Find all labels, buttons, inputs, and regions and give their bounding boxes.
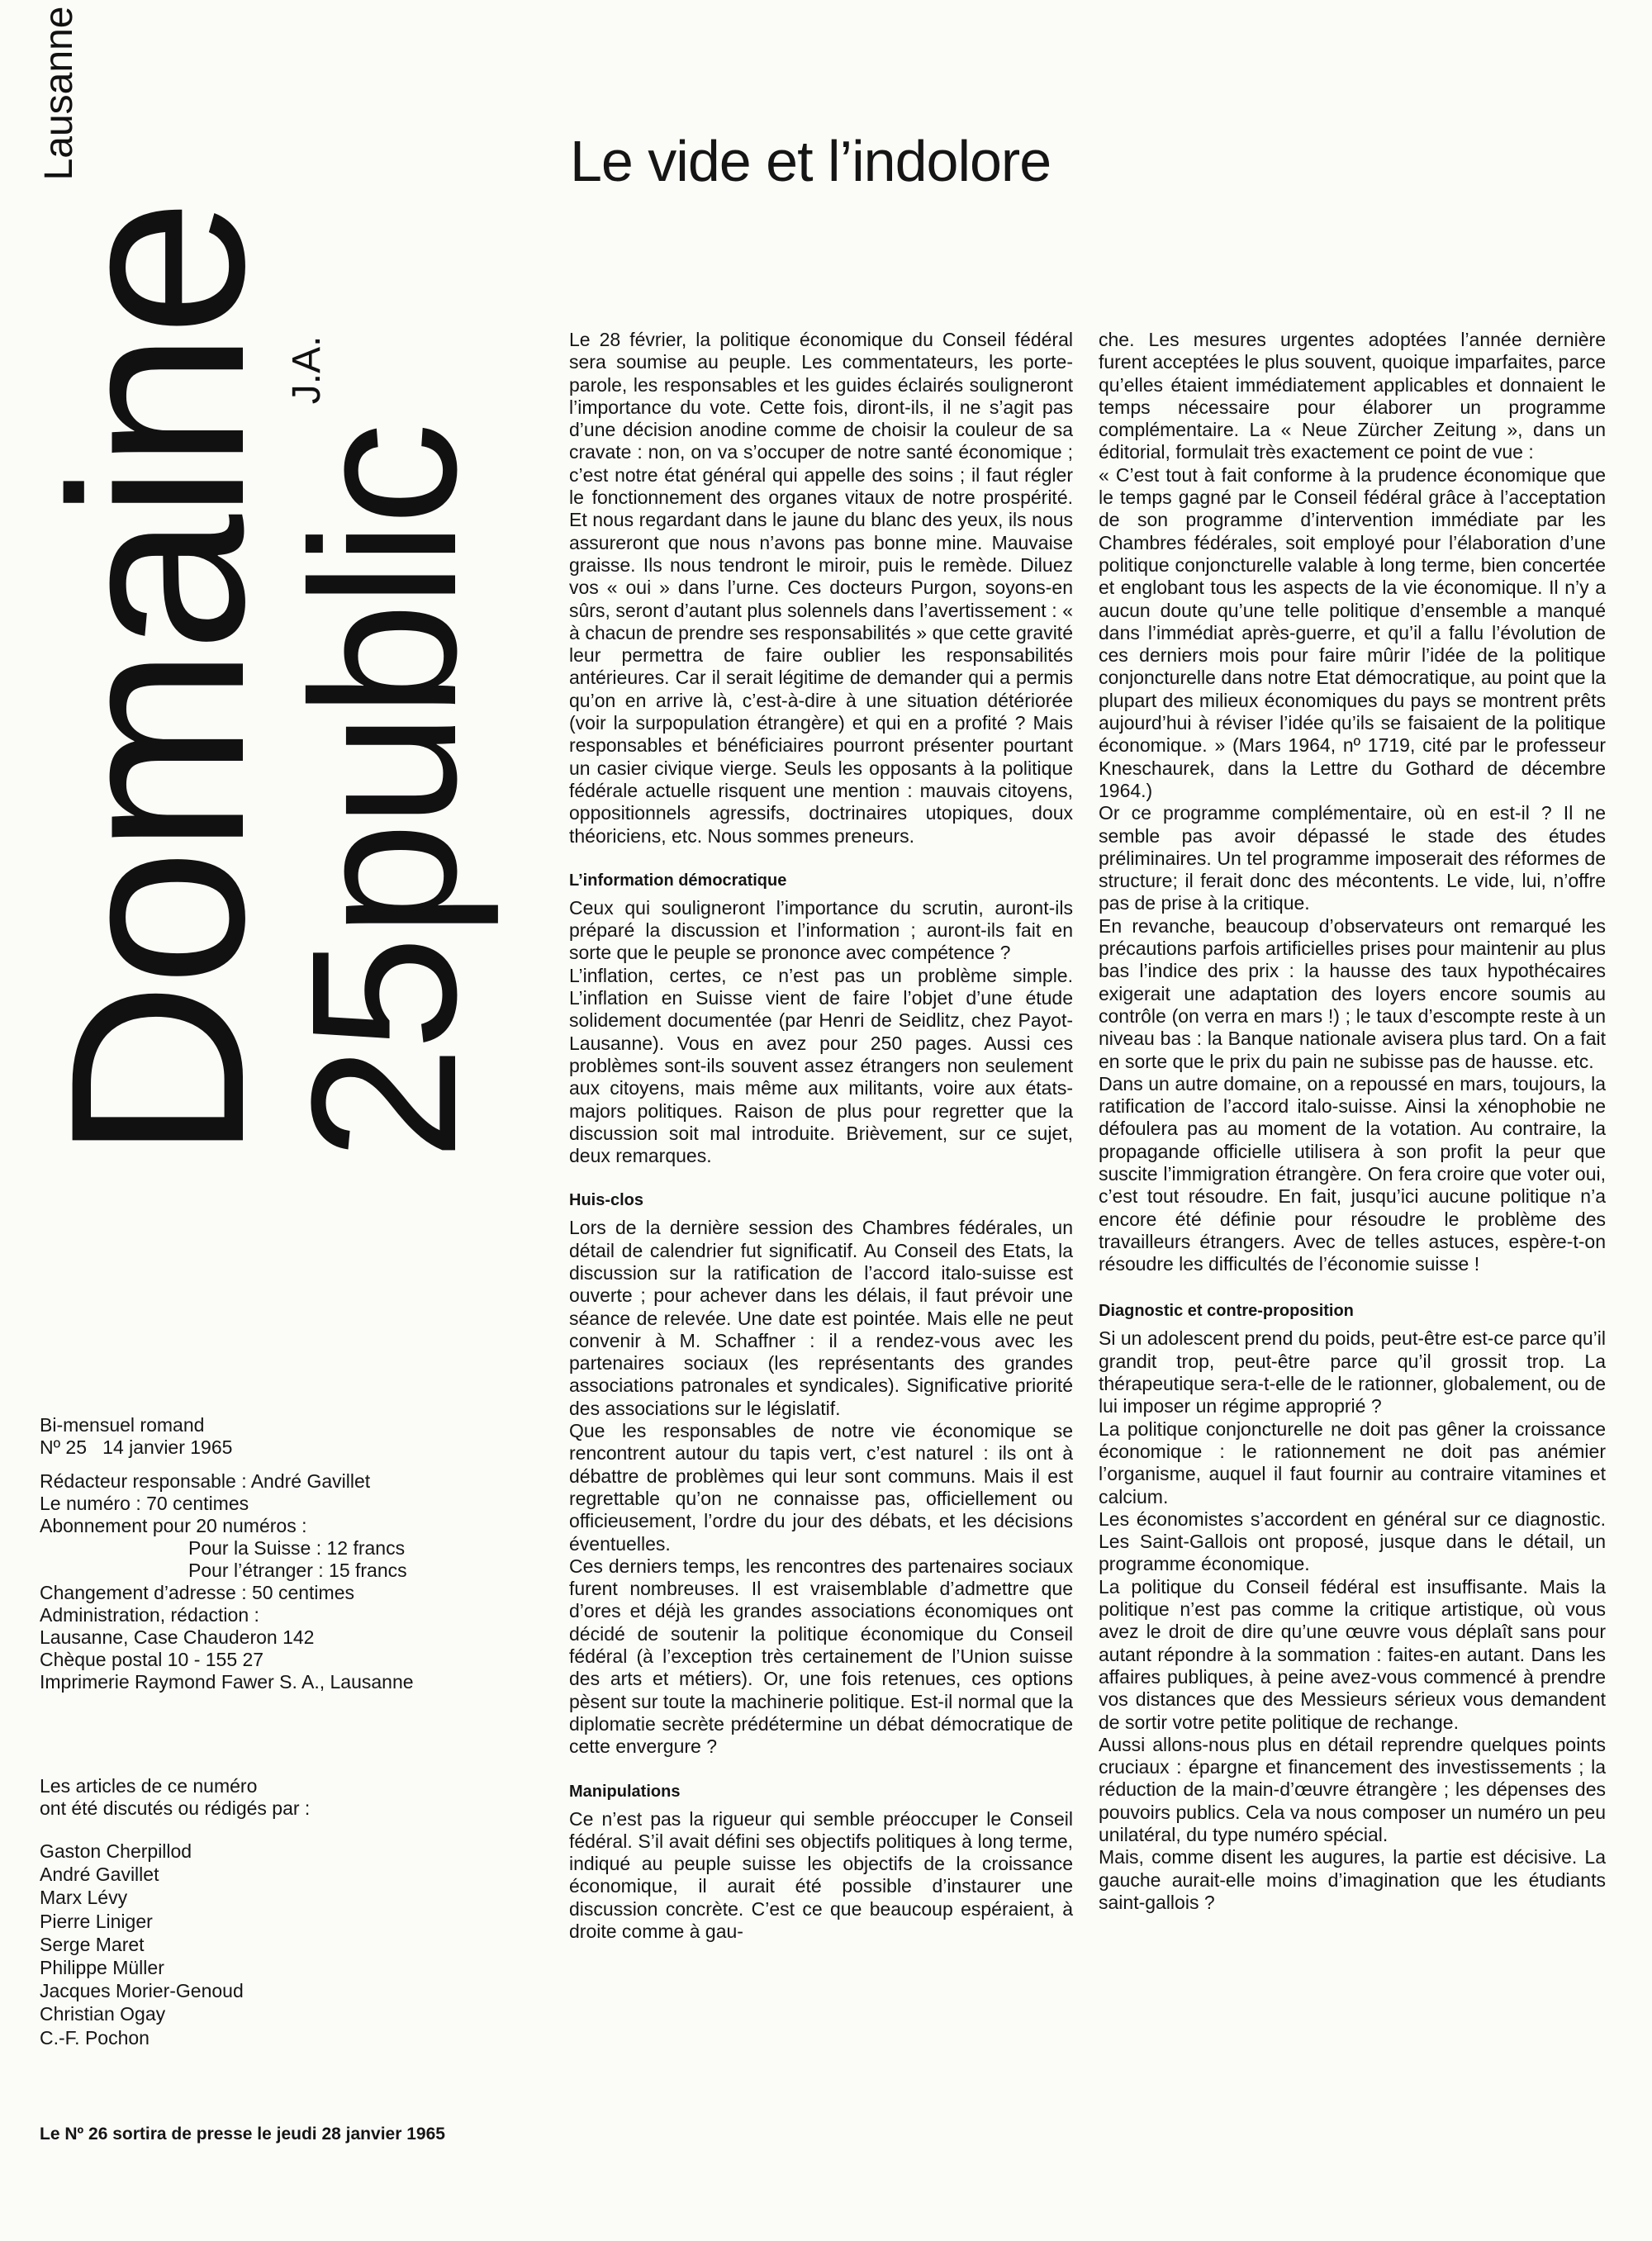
masthead-title-public: public [268,427,499,938]
article-paragraph: Ce n’est pas la rigueur qui semble préoccuper le Conseil fédéral. S’il avait défini ses objectifs politiques à long terme, indiqué au peuple suisse les objectifs de la croissance économique, il aurait été possible d’instaurer une discussion concrète. C’est ce que beaucoup espéraient, à droite comme à gau- [569,1807,1073,1942]
article-paragraph: Ces derniers temps, les rencontres des partenaires sociaux furent nombreuses. Il est vraisemblable d’admettre que d’ores et déjà les grandes associations économiques ont décidé de soutenir la politique économique du Conseil fédéral (à l’exception très certainement de l’Union suisse des arts et métiers). Or, une fois retenues, ces options pèsent sur toute la machinerie politique. Est-il normal que la diplomatie secrète prédétermine un débat démocratique de cette envergure ? [569,1555,1073,1758]
section-heading: Huis-clos [569,1191,644,1210]
article-paragraph: Que les responsables de notre vie économique se rencontrent autour du tapis vert, c’est naturel : ils ont à débattre de problèmes qui leur sont communs. Mais il est regrettable qu’on ne connaisse pas, officiellement ou officieusement, l’ordre du jour des débats, et les décisions éventuelles. [569,1420,1073,1555]
article-paragraph: La politique du Conseil fédéral est insuffisante. Mais la politique n’est pas comme la critique artistique, où vous avez le droit de dire qu’une œuvre vous déplaît sans pour autant répondre à la sommation : faites-en autant. Dans les affaires publiques, à peine avez-vous commencé à prendre vos distances que des Messieurs sérieux vous demandent de sortir votre petite politique de rechange. [1099,1575,1606,1733]
article-paragraph: En revanche, beaucoup d’observateurs ont remarqué les précautions parfois artificielles prises pour maintenir au plus bas l’indice des prix : la hausse des taux hypothécaires exigerait une adaptation des loyers encore soumis au contrôle (on verra en mars !) ; le taux d’escompte reste à un niveau bas : la Banque nationale avisera plus tard. On a fait en sorte que le prix du pain ne subisse pas de hausse. etc. [1099,914,1606,1072]
article-column-2 [1099,329,1606,1914]
subscription-abroad: Pour l’étranger : 15 francs [188,1560,407,1581]
printer: Imprimerie Raymond Fawer S. A., Lausanne [40,1671,414,1693]
article-paragraph: Les économistes s’accordent en général sur ce diagnostic. Les Saint-Gallois ont proposé, jusque dans le détail, un programme économique. [1099,1507,1606,1575]
editor: Rédacteur responsable : André Gavillet [40,1470,371,1492]
contributor-name: C.-F. Pochon [40,2026,150,2049]
article-paragraph: Lors de la dernière session des Chambres fédérales, un détail de calendrier fut significatif. Au Conseil des Etats, la discussion sur la ratification de l’accord italo-suisse est ouverte ; pour achever dans les délais, il faut prévoir une séance de relevée. Une date est pointée. Mais elle ne peut convenir à M. Schaffner : il a rendez-vous avec les partenaires sociaux (les représentants des grandes associations patronales et syndicales). Significative priorité des associations sur le législatif. [569,1217,1073,1419]
article-column-1 [569,329,1073,1943]
subscription: Abonnement pour 20 numéros : [40,1515,307,1536]
section-heading: Manipulations [569,1782,681,1801]
article-paragraph: L’inflation, certes, ce n’est pas un problème simple. L’inflation en Suisse vient de faire l’objet d’une étude solidement documentée (par Henri de Seidlitz, chez Payot-Lausanne). Vous en avez pour 250 pages. Aussi ces problèmes sont-ils souvent assez étrangers non seulement aux citoyens, mais même aux militants, voire aux états-majors politiques. Raison de plus pour regretter que la discussion soit mal introduite. Brièvement, sur ce sujet, deux remarques. [569,964,1073,1167]
administration: Administration, rédaction : [40,1604,259,1626]
address: Lausanne, Case Chauderon 142 [40,1626,315,1648]
article-headline: Le vide et l’indolore [570,129,1051,193]
article-paragraph: Or ce programme complémentaire, où en est-il ? Il ne semble pas avoir dépassé le stade des études préliminaires. Un tel programme imposerait des réformes de structure; il ferait donc des mécontents. Le vide, lui, n’offre pas de prise à la critique. [1099,802,1606,914]
contributor-name: Pierre Liniger [40,1910,153,1932]
publication-info [40,1414,502,1693]
issue-line: Nº 25 14 janvier 1965 [40,1436,233,1458]
masthead-issue-number: 25 [268,940,499,1161]
contributors-intro-line1: Les articles de ce numéro [40,1775,258,1797]
article-paragraph: « C’est tout à fait conforme à la prudence économique que le temps gagné par le Conseil fédéral grâce à l’acceptation de son programme d’intervention immédiate par les Chambres fédérales, soit employé pour l’élaboration d’une politique conjoncturelle valable à long terme, bien concertée et englobant tous les aspects de la vie économique. Il n’y a aucun doute qu’une telle politique d’ensemble a manqué dans l’immédiat après-guerre, et qu’il a fallu l’évolution de ces derniers mois pour faire mûrir l’idée de la politique conjoncturelle dans notre Etat démocratique, au point que la plupart des milieux économiques du pays se montrent prêts aujourd’hui à réviser l’idée qu’ils se faisaient de la politique économique. » (Mars 1964, nº 1719, cité par le professeur Kneschaurek, dans la Lettre du Gothard de décembre 1964.) [1099,463,1606,801]
next-issue-note: Le Nº 26 sortira de presse le jeudi 28 janvier 1965 [40,2125,445,2144]
address-change: Changement d’adresse : 50 centimes [40,1582,354,1603]
contributors-list [40,1840,502,2049]
masthead-city: Lausanne [37,6,81,181]
article-paragraph: Dans un autre domaine, on a repoussé en mars, toujours, la ratification de l’accord italo-suisse. Ainsi la xénophobie ne défoulera pas au moment de la votation. Au contraire, la propagande officielle utilisera à son profit la peur que suscite l’immigration étrangère. On fera croire que voter oui, c’est tout résoudre. En fait, jusqu’ici aucune politique n’a encore été définie pour résoudre le problème des travailleurs étrangers. Avec de telles astuces, espère-t-on résoudre les difficultés de l’économie suisse ! [1099,1072,1606,1275]
contributor-name: Marx Lévy [40,1887,128,1909]
section-heading: Diagnostic et contre-proposition [1099,1302,1354,1321]
contributor-name: André Gavillet [40,1864,159,1886]
contributors-intro-line2: ont été discutés ou rédigés par : [40,1797,311,1819]
contributor-name: Christian Ogay [40,2003,166,2025]
price: Le numéro : 70 centimes [40,1493,249,1514]
masthead [18,6,499,1161]
subscription-switzerland: Pour la Suisse : 12 francs [188,1537,406,1559]
contributor-name: Serge Maret [40,1933,145,1955]
article-paragraph: Ceux qui souligneront l’importance du scrutin, auront-ils préparé la discussion et l’information ; auront-ils fait en sorte que le peuple se prononce avec compétence ? [569,896,1073,964]
contributor-name: Jacques Morier-Genoud [40,1980,244,2002]
article-paragraph: La politique conjoncturelle ne doit pas gêner la croissance économique : le rationnement ne doit pas anémier l’organisme, auquel il faut fournir au contraire vitamines et calcium. [1099,1417,1606,1507]
periodicity: Bi-mensuel romand [40,1414,205,1436]
article-paragraph: Mais, comme disent les augures, la partie est décisive. La gauche aurait-elle moins d’imagination que les étudiants saint-gallois ? [1099,1846,1606,1913]
contributor-name: Philippe Müller [40,1957,164,1979]
masthead-ja: J.A. [285,335,329,405]
contributor-name: Gaston Cherpillod [40,1840,192,1862]
section-heading: L’information démocratique [569,871,787,890]
article-paragraph: Si un adolescent prend du poids, peut-être est-ce parce qu’il grandit trop, peut-être parce qu’il grossit trop. La thérapeutique sera-t-elle de le rationner, globalement, ou de lui imposer un régime approprié ? [1099,1327,1606,1417]
article-paragraph: Aussi allons-nous plus en détail reprendre quelques points cruciaux : épargne et financement des investissements ; la réduction de la main-d’œuvre étrangère ; les dépenses des pouvoirs publics. Cela va nous composer un numéro un peu unilatéral, du type numéro spécial. [1099,1733,1606,1845]
article-paragraph: Le 28 février, la politique économique du Conseil fédéral sera soumise au peuple. Les commentateurs, les porte-parole, les responsables et les guides éclairés souligneront l’importance du vote. Cette fois, diront-ils, il ne s’agit pas d’une décision anodine comme de choisir la couleur de sa cravate : non, on va s’occuper de notre santé économique ; c’est notre état général qui appelle des soins ; il faut régler le fonctionnement des organes vitaux de notre prospérité. Et nous regardant dans le jaune du blanc des yeux, ils nous assureront que nous n’avons pas bonne mine. Mauvaise graisse. Ils nous tendront le miroir, puis le remède. Diluez vos « oui » dans l’urne. Ces docteurs Purgon, soyons-en sûrs, seront d’autant plus solennels dans l’avertissement : « à chacun de prendre ses responsabilités » que cette gravité leur permettra de faire oublier les responsabilités antérieures. Car il serait légitime de demander qui a permis qu’on en arrive là, c’est-à-dire à une situation détériorée (voir la surpopulation étrangère) et qui en a profité ? Mais responsables et bénéficiaires pourront présenter pourtant un casier civique vierge. Seuls les opposants à la politique fédérale actuelle risquent une mention : mauvais citoyens, oppositionnels agressifs, doctrinaires utopiques, doux théoriciens, etc. Nous sommes preneurs. [569,329,1073,847]
contributors-intro [40,1775,502,1820]
masthead-title-domaine: Domaine [18,203,296,1161]
article-paragraph: che. Les mesures urgentes adoptées l’année dernière furent acceptées le plus souvent, quoique imparfaites, parce qu’elles étaient immédiatement applicables et donnaient le temps nécessaire pour élaborer un programme complémentaire. La « Neue Zürcher Zeitung », dans un éditorial, formulait très exactement ce point de vue : [1099,329,1606,463]
postal-cheque: Chèque postal 10 - 155 27 [40,1649,264,1670]
